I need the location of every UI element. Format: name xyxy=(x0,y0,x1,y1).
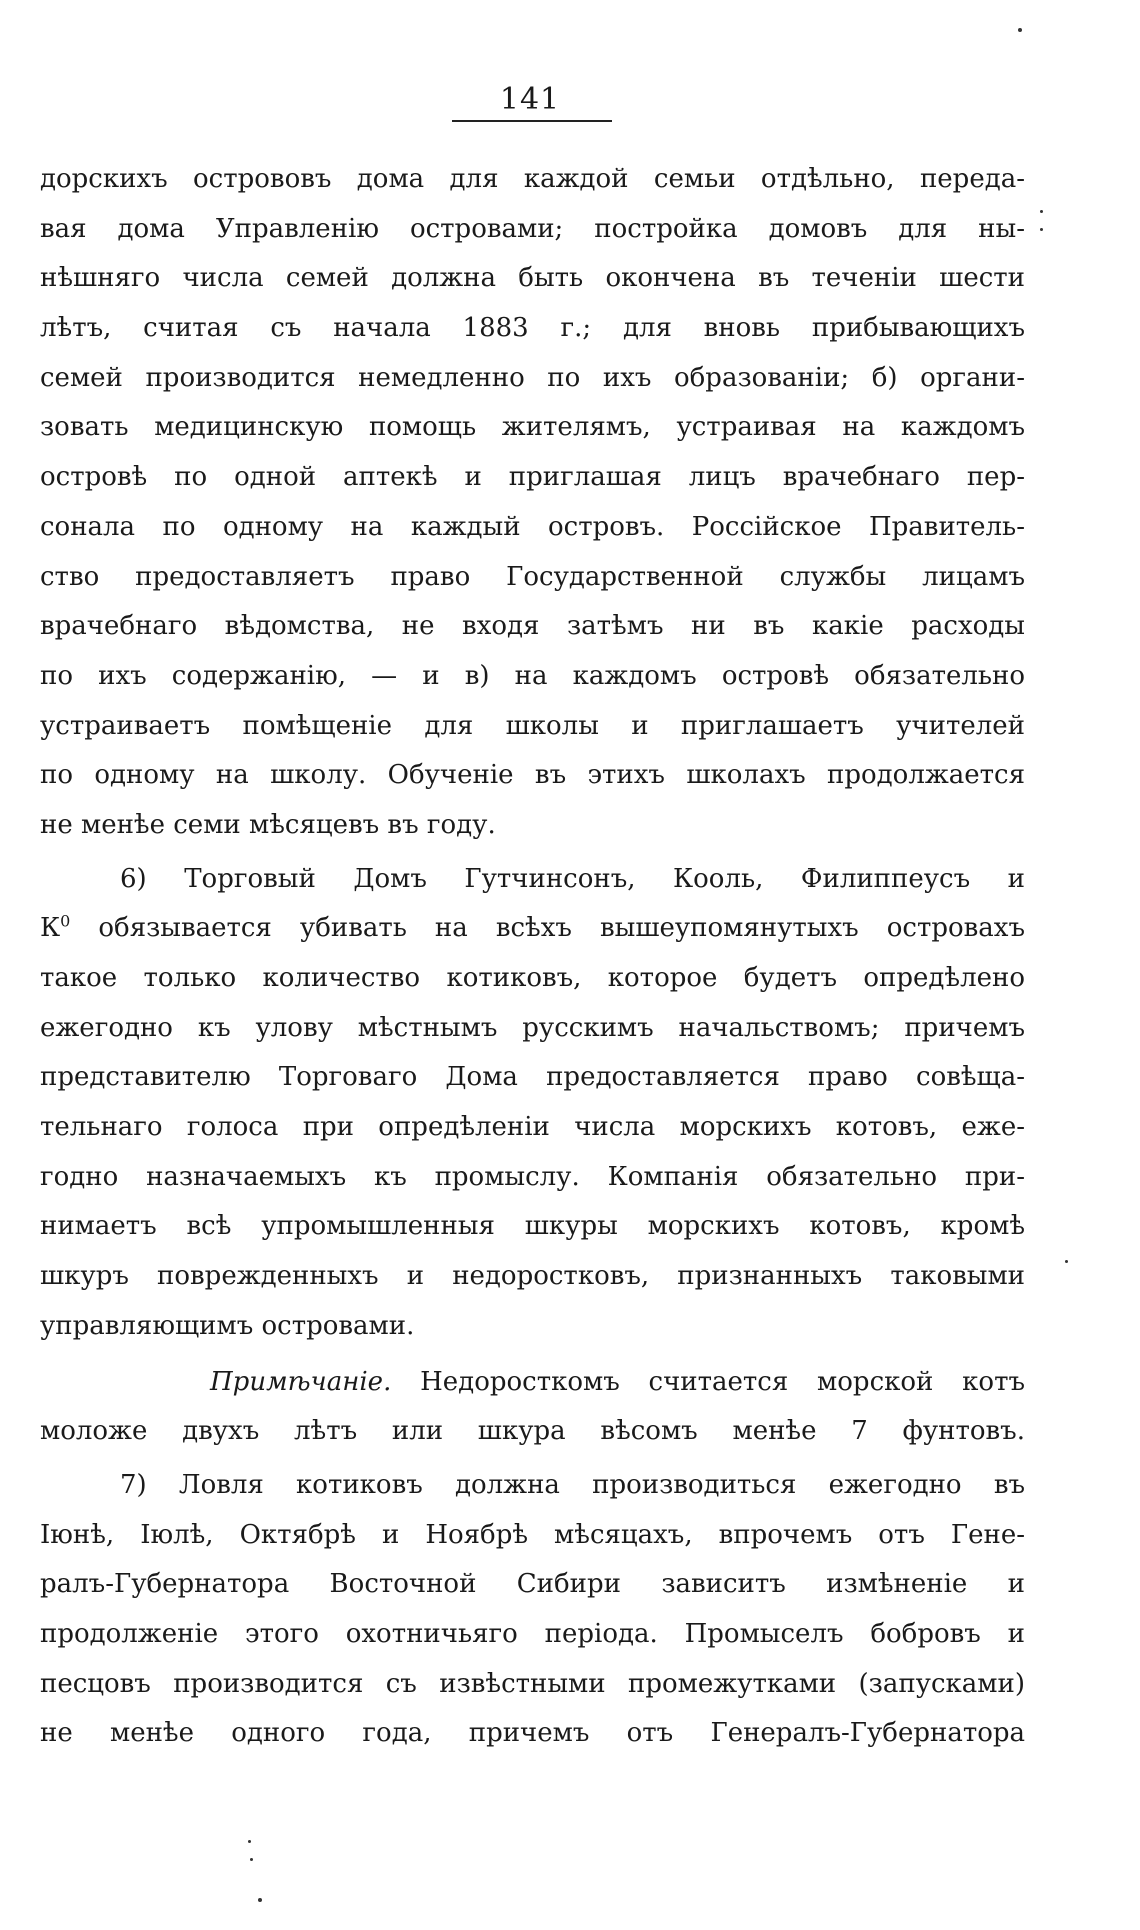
scan-speck xyxy=(1040,210,1043,213)
scan-speck xyxy=(1040,228,1043,231)
paragraph-6 xyxy=(40,855,1025,1352)
text-line: нѣшняго числа семей должна быть окончена въ теченіи шести xyxy=(40,263,1025,294)
k-letter: К xyxy=(40,913,61,944)
note-text: Недоросткомъ считается морской котъ xyxy=(391,1366,1025,1397)
text-line: зовать медицинскую помощь жителямъ, устраивая на каждомъ xyxy=(40,412,1025,443)
text-line: островѣ по одной аптекѣ и приглашая лицъ врачебнаго пер- xyxy=(40,462,1025,493)
text-line: такое только количество котиковъ, которое будетъ опредѣлено xyxy=(40,963,1025,993)
page-number-rule xyxy=(452,120,612,122)
body-text xyxy=(40,155,1025,1759)
text-line: лѣтъ, считая съ начала 1883 г.; для вновь прибывающихъ xyxy=(40,313,1025,344)
text-line: ралъ-Губернатора Восточной Сибири зависитъ измѣненіе и xyxy=(40,1569,1025,1600)
paragraph-7 xyxy=(40,1461,1025,1759)
text-line: семей производится немедленно по ихъ образованіи; б) органи- xyxy=(40,362,1025,393)
text-line: вая дома Управленію островами; постройка домовъ для ны- xyxy=(40,213,1025,244)
line-rest: обязывается убивать на всѣхъ вышеупомянутыхъ островахъ xyxy=(70,913,1025,944)
text-line: не менѣе одного года, причемъ отъ Генералъ-Губернатора xyxy=(40,1718,1025,1749)
text-line: 7) Ловля котиковъ должна производиться ежегодно въ xyxy=(120,1469,1025,1500)
note-label: Примѣчаніе. xyxy=(210,1366,392,1397)
note xyxy=(40,1358,1025,1457)
text-line: продолженіе этого охотничьяго періода. Промыселъ бобровъ и xyxy=(40,1618,1025,1649)
text-line: Іюнѣ, Іюлѣ, Октябрѣ и Ноябрѣ мѣсяцахъ, впрочемъ отъ Гене- xyxy=(40,1519,1025,1550)
k-superscript: 0 xyxy=(60,911,71,931)
scan-speck xyxy=(1065,1260,1068,1263)
paragraph-continuation xyxy=(40,155,1025,851)
text-line: моложе двухъ лѣтъ или шкура вѣсомъ менѣе 7 фунтовъ. xyxy=(40,1416,1025,1447)
text-line: врачебнаго вѣдомства, не входя затѣмъ ни въ какіе расходы xyxy=(40,611,1025,642)
text-line: шкуръ поврежденныхъ и недоростковъ, признанныхъ таковыми xyxy=(40,1261,1025,1292)
text-line: дорскихъ острововъ дома для каждой семьи отдѣльно, переда- xyxy=(40,164,1025,194)
text-line: не менѣе семи мѣсяцевъ въ году. xyxy=(40,809,496,840)
scan-speck xyxy=(258,1898,262,1902)
text-line: ство предоставляетъ право Государственной службы лицамъ xyxy=(40,561,1025,592)
text-line xyxy=(40,904,1025,954)
text-line xyxy=(40,1358,1025,1408)
scan-speck xyxy=(1018,28,1022,32)
text-line: нимаетъ всѣ упромышленныя шкуры морскихъ котовъ, кромѣ xyxy=(40,1211,1025,1242)
scan-speck xyxy=(248,1840,251,1843)
text-line: ежегодно къ улову мѣстнымъ русскимъ начальствомъ; причемъ xyxy=(40,1012,1025,1043)
text-line: 6) Торговый Домъ Гутчинсонъ, Кооль, Филиппеусъ и xyxy=(120,863,1025,894)
text-line: песцовъ производится съ извѣстными промежутками (запусками) xyxy=(40,1668,1025,1699)
text-line: по одному на школу. Обученіе въ этихъ школахъ продолжается xyxy=(40,760,1025,791)
text-line: представителю Торговаго Дома предоставляется право совѣща- xyxy=(40,1062,1025,1093)
text-line: тельнаго голоса при опредѣленіи числа морскихъ котовъ, еже- xyxy=(40,1112,1025,1143)
page-number: 141 xyxy=(499,82,561,117)
text-line: по ихъ содержанію, — и в) на каждомъ островѣ обязательно xyxy=(40,660,1025,691)
text-line: устраиваетъ помѣщеніе для школы и приглашаетъ учителей xyxy=(40,710,1025,741)
text-line: годно назначаемыхъ къ промыслу. Компанія обязательно при- xyxy=(40,1161,1025,1192)
text-line: управляющимъ островами. xyxy=(40,1310,415,1341)
text-line: сонала по одному на каждый островъ. Россійское Правитель- xyxy=(40,511,1025,542)
scan-speck xyxy=(250,1858,253,1861)
